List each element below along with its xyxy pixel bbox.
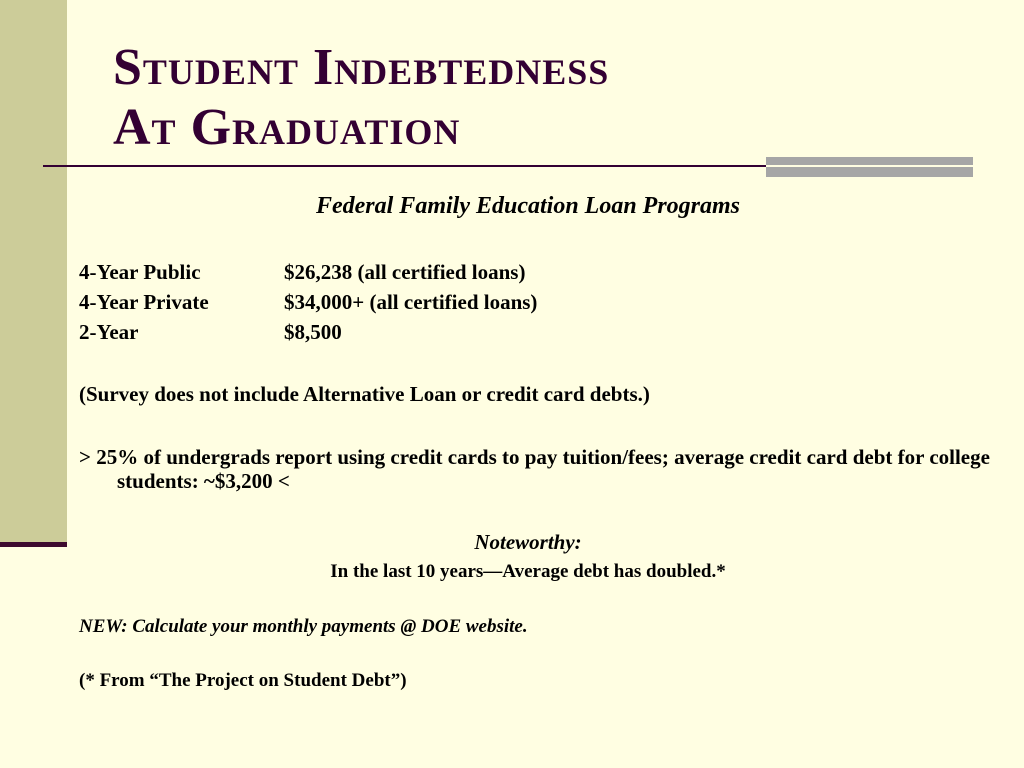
- noteworthy-text: In the last 10 years—Average debt has doubled.*: [330, 561, 726, 582]
- new-note: NEW: Calculate your monthly payments @ DOE website.: [79, 616, 528, 637]
- loan-row-public: [79, 260, 526, 284]
- loan-type: 4-Year Public: [79, 260, 201, 284]
- survey-note: (Survey does not include Alternative Loan or credit card debts.): [79, 382, 650, 406]
- title-line-2: At Graduation: [113, 99, 461, 156]
- source-note: (* From “The Project on Student Debt”): [79, 670, 407, 691]
- title-line-1: Student Indebtedness: [113, 39, 610, 96]
- slide-title: [113, 38, 609, 158]
- accent-bar: [766, 157, 973, 177]
- loan-amount: $26,238 (all certified loans): [284, 260, 526, 284]
- loan-row-two-year: [79, 320, 342, 344]
- title-underline: [43, 165, 773, 167]
- loan-row-private: [79, 290, 538, 314]
- credit-card-note: > 25% of undergrads report using credit cards to pay tuition/fees; average credit card debt for college students: ~$3,200 <: [79, 445, 990, 493]
- loan-type: 2-Year: [79, 320, 139, 344]
- loan-amount: $8,500: [284, 320, 342, 344]
- noteworthy-label: Noteworthy:: [474, 530, 582, 554]
- loan-type: 4-Year Private: [79, 290, 209, 314]
- left-sidebar-decoration: [0, 0, 67, 543]
- slide-subtitle: Federal Family Education Loan Programs: [315, 193, 741, 219]
- loan-amount: $34,000+ (all certified loans): [284, 290, 538, 314]
